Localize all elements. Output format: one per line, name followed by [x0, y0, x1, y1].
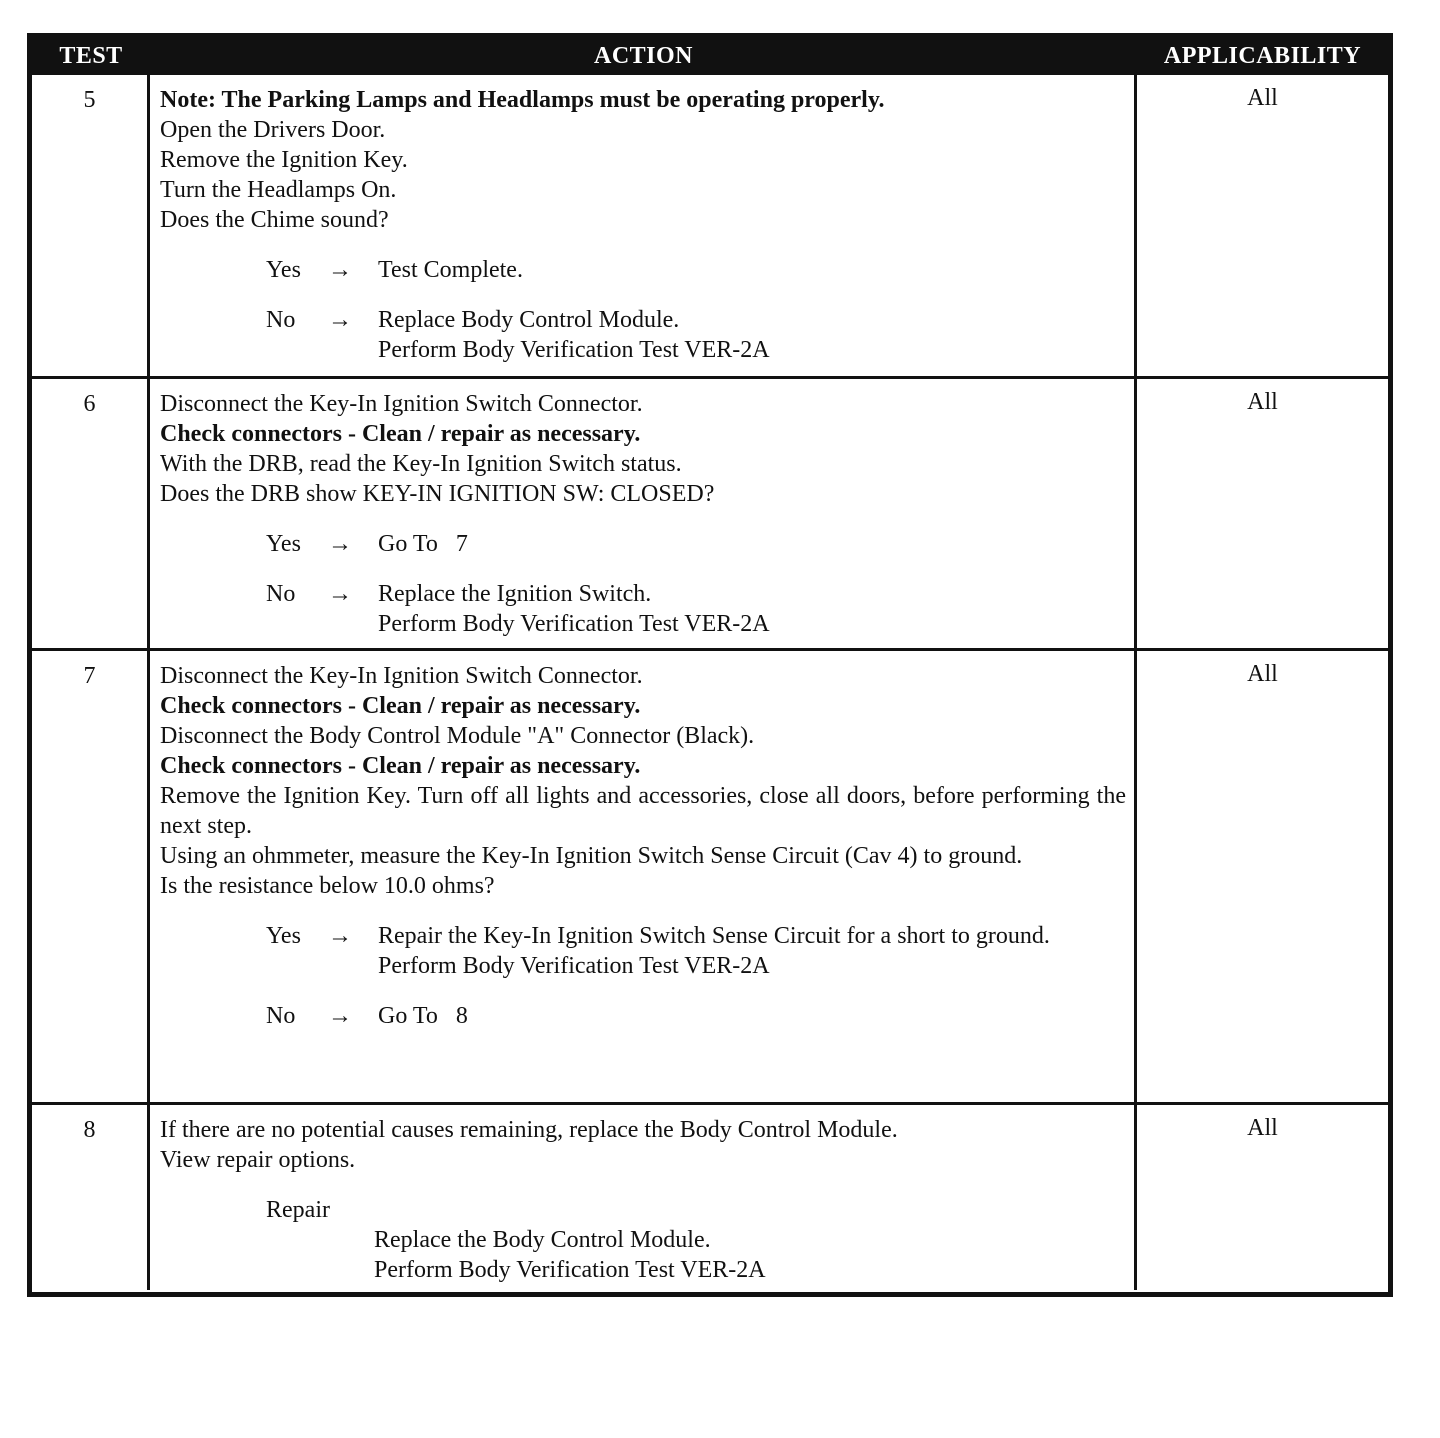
action-line: View repair options.	[160, 1147, 356, 1173]
action-line: Check connectors - Clean / repair as necessary.	[160, 753, 641, 779]
action-cell	[150, 379, 1137, 648]
result-line: Replace the Ignition Switch.	[378, 581, 652, 607]
applicability-cell: All	[1247, 1115, 1278, 1141]
action-line: Note: The Parking Lamps and Headlamps must be operating properly.	[160, 87, 885, 113]
applicability-cell: All	[1247, 389, 1278, 415]
action-line: Check connectors - Clean / repair as necessary.	[160, 693, 641, 719]
arrow-icon: →	[328, 1003, 352, 1029]
yes-outcome	[160, 529, 1126, 559]
action-cell	[150, 75, 1137, 376]
yes-label: Yes	[266, 257, 301, 283]
action-line: Check connectors - Clean / repair as necessary.	[160, 421, 641, 447]
yes-result	[378, 255, 1126, 285]
header-applicability: APPLICABILITY	[1163, 43, 1362, 69]
yes-label: Yes	[266, 531, 301, 557]
action-line: Open the Drivers Door.	[160, 117, 386, 143]
no-result	[378, 305, 1126, 365]
no-label: No	[266, 307, 296, 333]
action-line: With the DRB, read the Key-In Ignition Switch status.	[160, 451, 682, 477]
no-label: No	[266, 581, 296, 607]
header-action: ACTION	[593, 43, 693, 69]
repair-steps	[266, 1225, 1126, 1285]
header-test: TEST	[59, 43, 123, 69]
repair-label: Repair	[266, 1197, 330, 1223]
action-line: Remove the Ignition Key. Turn off all lights and accessories, close all doors, before performing the next step.	[160, 783, 1126, 839]
action-cell	[150, 651, 1137, 1102]
action-line: Remove the Ignition Key.	[160, 147, 408, 173]
action-line: Is the resistance below 10.0 ohms?	[160, 873, 495, 899]
yes-outcome	[160, 921, 1126, 981]
applicability-cell: All	[1247, 85, 1278, 111]
arrow-icon: →	[328, 923, 352, 949]
no-label: No	[266, 1003, 296, 1029]
test-number: 5	[32, 75, 150, 376]
table-row	[32, 648, 1388, 1102]
no-outcome	[160, 1001, 1126, 1031]
arrow-icon: →	[328, 307, 352, 333]
no-outcome	[160, 579, 1126, 639]
result-line: Go To 7	[378, 531, 468, 557]
test-number: 8	[32, 1105, 150, 1290]
arrow-icon: →	[328, 257, 352, 283]
action-line: Using an ohmmeter, measure the Key-In Ignition Switch Sense Circuit (Cav 4) to ground.	[160, 843, 1023, 869]
action-line: Disconnect the Body Control Module "A" Connector (Black).	[160, 723, 755, 749]
test-number: 7	[32, 651, 150, 1102]
repair-options	[160, 1195, 1126, 1285]
diagnostic-test-table	[27, 33, 1393, 1297]
arrow-icon: →	[328, 531, 352, 557]
action-line: Disconnect the Key-In Ignition Switch Connector.	[160, 663, 643, 689]
yes-label: Yes	[266, 923, 301, 949]
no-result	[378, 579, 1126, 639]
table-row	[32, 376, 1388, 648]
applicability-cell: All	[1247, 661, 1278, 687]
action-line: Disconnect the Key-In Ignition Switch Connector.	[160, 391, 643, 417]
action-cell	[150, 1105, 1137, 1290]
yes-result	[378, 529, 1126, 559]
yes-outcome	[160, 255, 1126, 285]
action-line: Does the DRB show KEY-IN IGNITION SW: CLOSED?	[160, 481, 715, 507]
result-line: Repair the Key-In Ignition Switch Sense Circuit for a short to ground.	[378, 923, 1050, 949]
action-line: Turn the Headlamps On.	[160, 177, 397, 203]
result-line: Go To 8	[378, 1003, 468, 1029]
no-result	[378, 1001, 1126, 1031]
table-row	[32, 1102, 1388, 1290]
arrow-icon: →	[328, 581, 352, 607]
result-line: Perform Body Verification Test VER-2A	[378, 611, 770, 637]
table-row	[32, 75, 1388, 376]
result-line: Perform Body Verification Test VER-2A	[378, 337, 770, 363]
repair-step: Replace the Body Control Module.	[374, 1227, 711, 1253]
result-line: Test Complete.	[378, 257, 523, 283]
result-line: Replace Body Control Module.	[378, 307, 680, 333]
test-number: 6	[32, 379, 150, 648]
yes-result	[378, 921, 1126, 981]
result-line: Perform Body Verification Test VER-2A	[378, 953, 770, 979]
action-line: If there are no potential causes remaining, replace the Body Control Module.	[160, 1117, 898, 1143]
table-header	[32, 38, 1388, 75]
action-line: Does the Chime sound?	[160, 207, 389, 233]
repair-step: Perform Body Verification Test VER-2A	[374, 1257, 766, 1283]
no-outcome	[160, 305, 1126, 365]
